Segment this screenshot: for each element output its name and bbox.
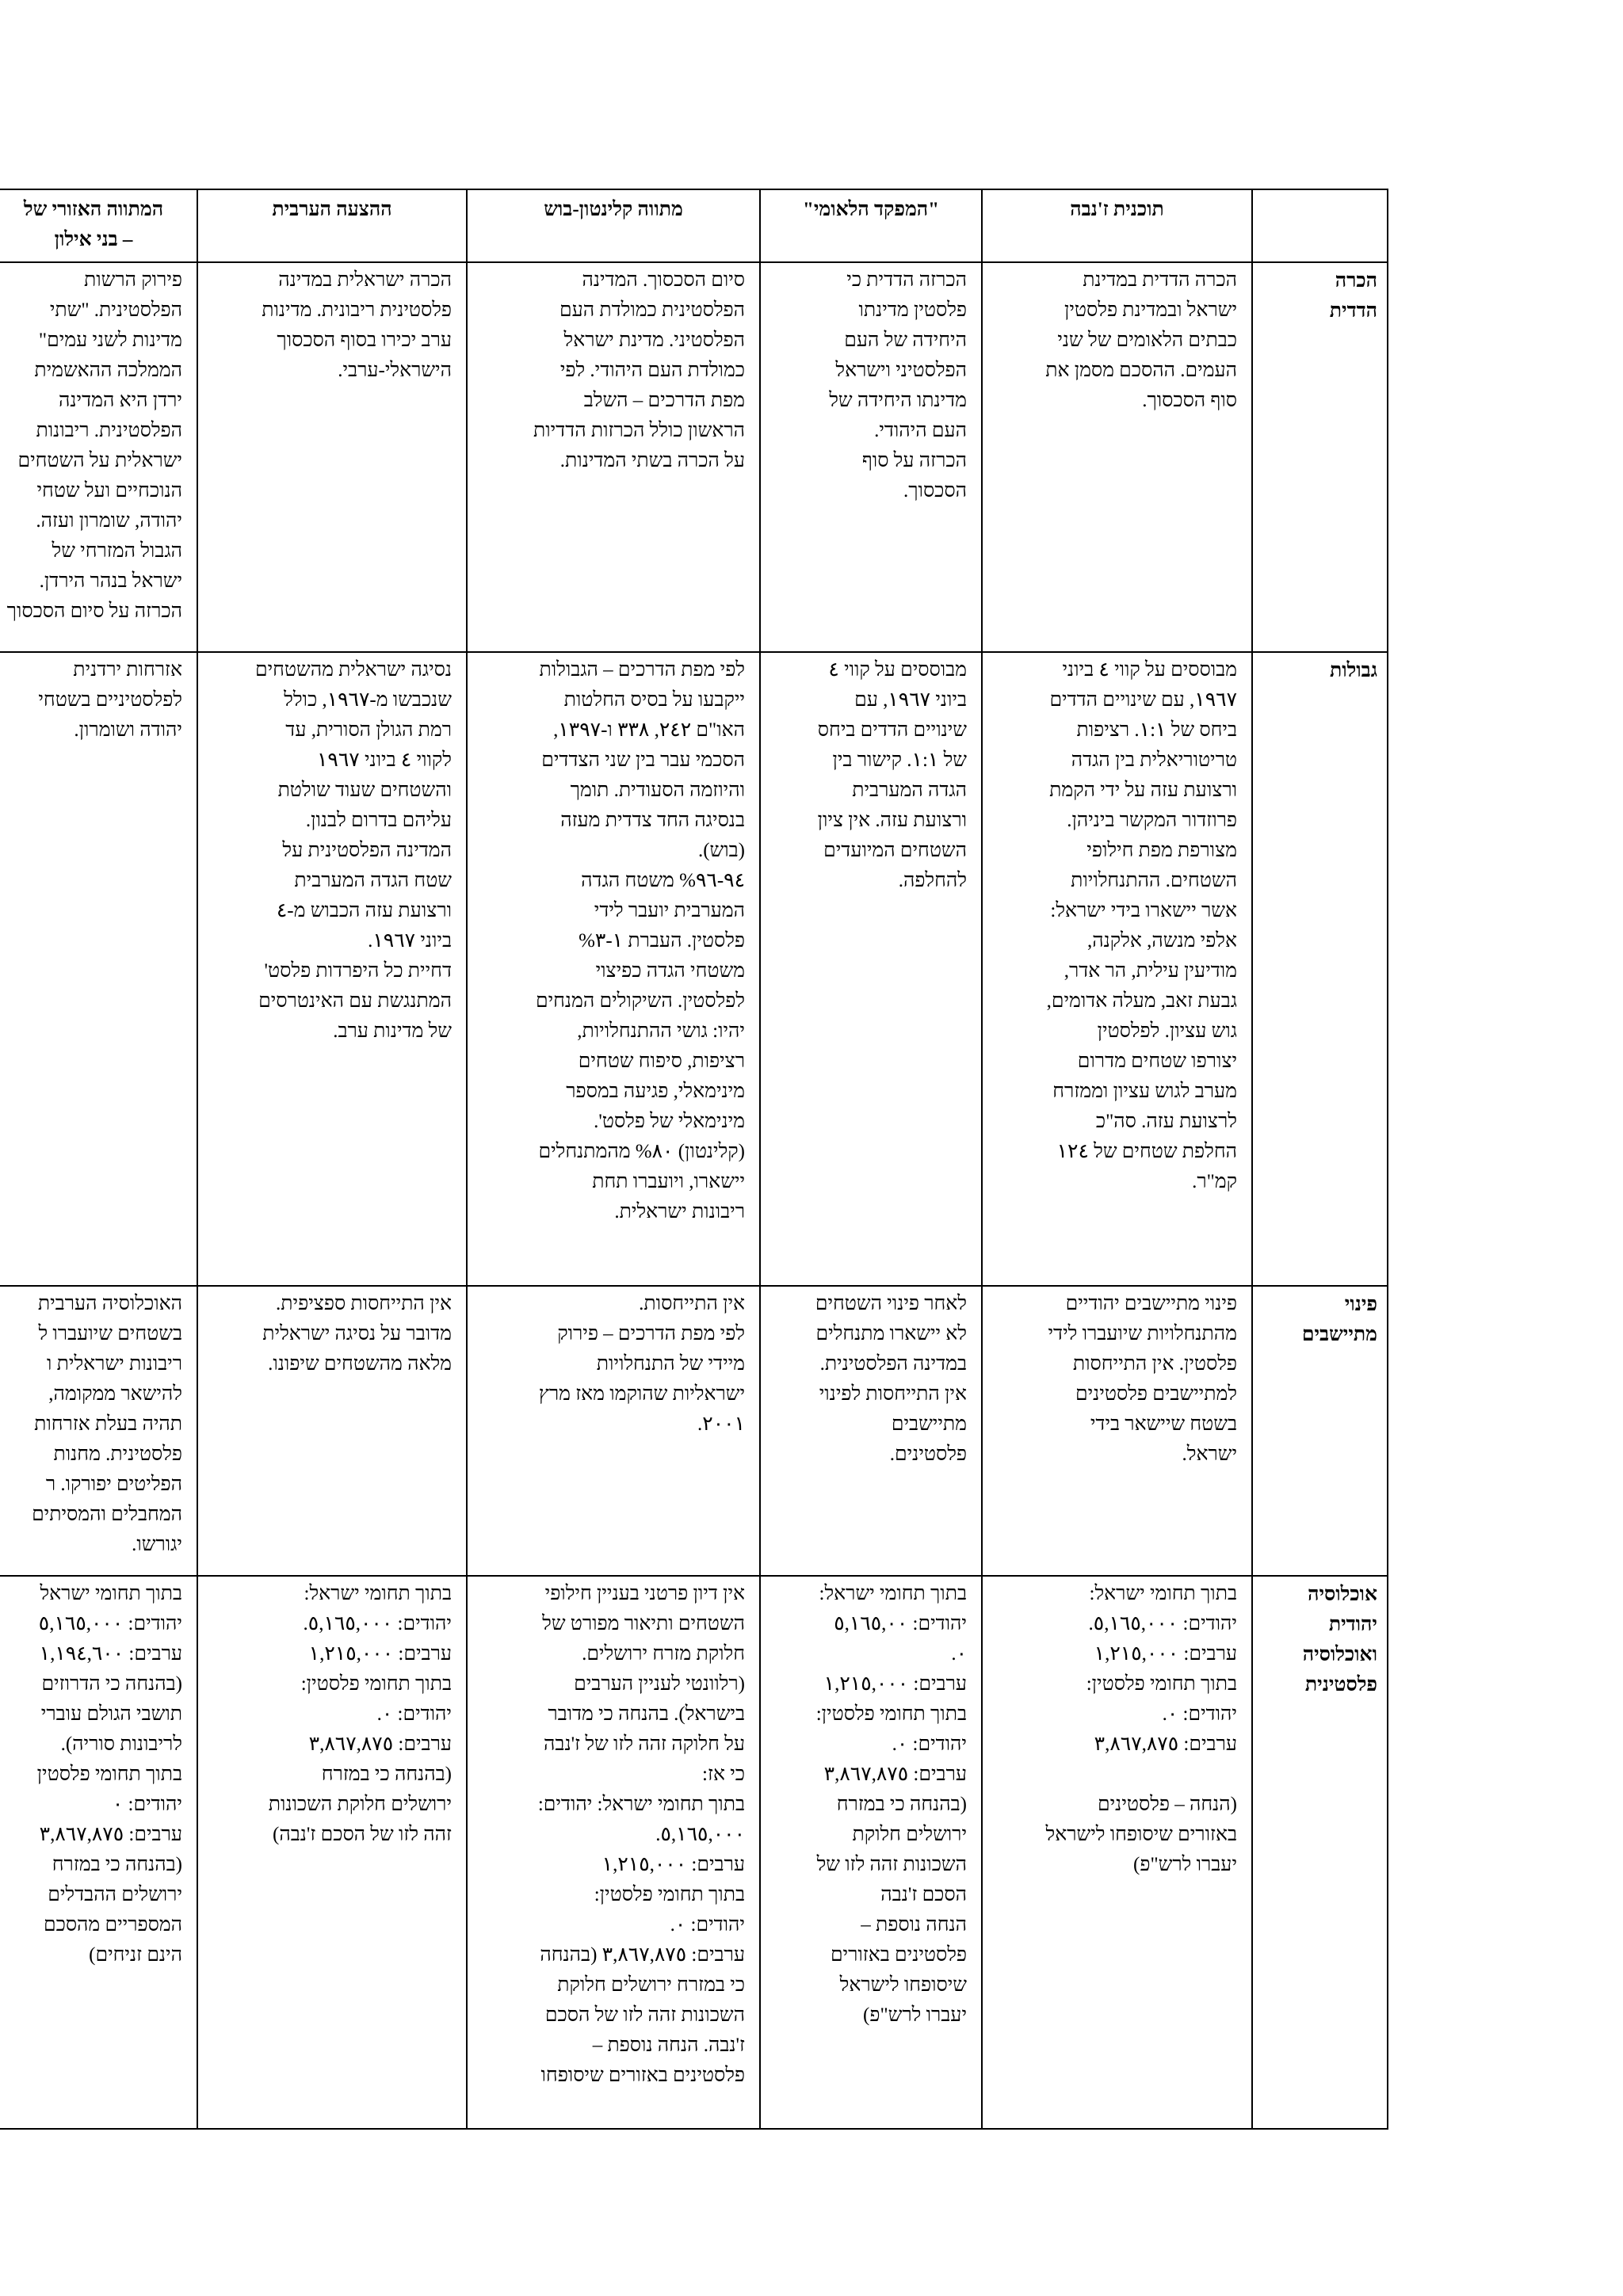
table-cell: מבוססים על קווי ٤ ביוני ١٩٦٧, עם שינויים הדדים ביחס של ١:١. רציפות טריטוריאלית בין הגדה ורצועת עזה על ידי הקמת פרוזדור המקשר ביניהן. מצורפת מפת חילופי השטחים. ההתנחלויות אשר יישארו בידי ישראל: אלפי מנשה, אלקנה, מודיעין עילית, הר אדר, גבעת זאב, מעלה אדומים, גוש עציון. לפלסטין יצורפו שטחים מדרום מערב לגוש עציון וממזרח לרצועת עזה. סה"כ החלפת שטחים של ١٢٤ קמ"ר. bbox=[982, 652, 1252, 1286]
table-cell: בתוך תחומי ישראל יהודים: ٥,١٦٥,٠٠٠ ערבים: ١,١٩٤,٦٠٠ (בהנחה כי הדרוזים תושבי הגולם עוברי לריבונות סוריה). בתוך תחומי פלסטין יהודים: ٠ ערבים: ٣,٨٦٧,٨٧٥ (בהנחה כי במזרח ירושלים ההבדלים המספריים מהסכם הינם זניחים) bbox=[0, 1576, 197, 2129]
table-cell: אין התייחסות ספציפית. מדובר על נסיגה ישראלית מלאה מהשטחים שיפונו. bbox=[197, 1286, 467, 1576]
header-national-census: "המפקד הלאומי" bbox=[760, 189, 982, 262]
table-cell: בתוך תחומי ישראל: יהודים: ٥,١٦٥,٠٠٠. ערבים: ١,٢١٥,٠٠٠ בתוך תחומי פלסטין: יהודים: ٠. ערבים: ٣,٨٦٧,٨٧٥ (הנחה – פלסטינים באזורים שיסופחו לישראל יעברו לרש"פ) bbox=[982, 1576, 1252, 2129]
header-arab-proposal: ההצעה הערבית bbox=[197, 189, 467, 262]
table-cell: סיום הסכסוך. המדינה הפלסטינית כמולדת העם הפלסטיני. מדינת ישראל כמולדת העם היהודי. לפי מפת הדרכים – השלב הראשון כולל הכרזות הדדיות על הכרה בשתי המדינות. bbox=[467, 262, 760, 652]
table-row bbox=[0, 1286, 1388, 1576]
table-cell: לפי מפת הדרכים – הגבולות ייקבעו על בסיס החלטות האו"ם ٢٤٢, ٣٣٨ ו-١٣٩٧, הסכמי עבר בין שני הצדדים והיוזמה הסעודית. תומך בנסיגה החד צדדית מעזה (בוש). ٩٤-٩٦% משטח הגדה המערבית יועבר לידי פלסטין. העברת ١-٣% משטחי הגדה כפיצוי לפלסטין. השיקולים המנחים יהיו: גושי ההתנחלויות, רציפות, סיפוח שטחים מינימאלי, פגיעה במספר מינימאלי של פלסט'. (קלינטון) ٨٠% מהמתנחלים יישארו, ויועברו תחת ריבונות ישראלית. bbox=[467, 652, 760, 1286]
table-cell: הכרזה הדדית כי פלסטין מדינתו היחידה של העם הפלסטיני וישראל מדינתו היחידה של העם היהודי. הכרזה על סוף הסכסוך. bbox=[760, 262, 982, 652]
table-cell: הכרה הדדית במדינת ישראל ובמדינת פלסטין כבתים הלאומים של שני העמים. ההסכם מסמן את סוף הסכסוך. bbox=[982, 262, 1252, 652]
table-cell: פירוק הרשות הפלסטינית. "שתי מדינות לשני עמים" הממלכה ההאשמית ירדן היא המדינה הפלסטינית. ריבונות ישראלית על השטחים הנוכחיים ועל שטחי יהודה, שומרון ועזה. הגבול המזרחי של ישראל בנהר הירדן. הכרזה על סיום הסכסוך bbox=[0, 262, 197, 652]
table-row bbox=[0, 652, 1388, 1286]
table-cell: האוכלוסיה הערבית בשטחים שיועברו ל ריבונות ישראלית ו להישאר ממקומה, תהיה בעלת אזרחות פלסטינית. מחנות הפליטים יפורקו. ר המחבלים והמסיתים יגורשו. bbox=[0, 1286, 197, 1576]
table-cell: נסיגה ישראלית מהשטחים שנכבשו מ-١٩٦٧, כולל רמת הגולן הסורית, עד לקווי ٤ ביוני ١٩٦٧ והשטחים שעוד שולטת עליהם בדרום לבנון. המדינה הפלסטינית על שטח הגדה המערבית ורצועת עזה הכבוש מ-٤ ביוני ١٩٦٧. דחיית כל היפרדות פלסט' המתנגשת עם האינטרסים של מדינות ערב. bbox=[197, 652, 467, 1286]
table-cell: אין דיון פרטני בעניין חילופי השטחים ותיאור מפורט של חלוקת מזרח ירושלים. (רלוונטי לעניין הערבים בישראל). בהנחה כי מדובר על חלוקה זהה לזו של ז'נבה כי אז: בתוך תחומי ישראל: יהודים: ٥,١٦٥,٠٠٠. ערבים: ١,٢١٥,٠٠٠ בתוך תחומי פלסטין: יהודים: ٠. ערבים: ٣,٨٦٧,٨٧٥ (בהנחה כי במזרח ירושלים חלוקת השכונות זהה לזו של הסכם ז'נבה. הנחה נוספת – פלסטינים באזורים שיסופחו bbox=[467, 1576, 760, 2129]
header-row bbox=[0, 189, 1388, 262]
table-row bbox=[0, 262, 1388, 652]
table-cell: לאחר פינוי השטחים לא יישארו מתנחלים במדינה הפלסטינית. אין התייחסות לפינוי מתיישבים פלסטינים. bbox=[760, 1286, 982, 1576]
table-cell: הכרה ישראלית במדינה פלסטינית ריבונית. מדינות ערב יכירו בסוף הסכסוך הישראלי-ערבי. bbox=[197, 262, 467, 652]
comparison-table bbox=[0, 189, 1388, 2130]
header-corner bbox=[1252, 189, 1388, 262]
table-cell: בתוך תחומי ישראל: יהודים: ٥,١٦٥,٠٠ ٠. ערבים: ١,٢١٥,٠٠٠ בתוך תחומי פלסטין: יהודים: ٠. ערבים: ٣,٨٦٧,٨٧٥ (בהנחה כי במזרח ירושלים חלוקת השכונות זהה לזו של הסכם ז'נבה הנחה נוספת – פלסטינים באזורים שיסופחו לישראל יעברו לרש"פ) bbox=[760, 1576, 982, 2129]
row-label-mutual-recognition: הכרה הדדית bbox=[1252, 262, 1388, 652]
header-clinton-bush-outline: מתווה קלינטון-בוש bbox=[467, 189, 760, 262]
header-geneva-plan: תוכנית ז'נבה bbox=[982, 189, 1252, 262]
header-regional-outline: המתווה האזורי של – בני אילון bbox=[0, 189, 197, 262]
row-label-population: אוכלוסיה יהודית ואוכלוסיה פלסטינית bbox=[1252, 1576, 1388, 2129]
table-cell: אזרחות ירדנית לפלסטיניים בשטחי יהודה ושומרון. bbox=[0, 652, 197, 1286]
table-cell: פינוי מתיישבים יהודיים מהתנחלויות שיועברו לידי פלסטין. אין התייחסות למתיישבים פלסטינים בשטח שיישאר בידי ישראל. bbox=[982, 1286, 1252, 1576]
table-cell: בתוך תחומי ישראל: יהודים: ٥,١٦٥,٠٠٠. ערבים: ١,٢١٥,٠٠٠ בתוך תחומי פלסטין: יהודים: ٠. ערבים: ٣,٨٦٧,٨٧٥ (בהנחה כי במזרח ירושלים חלוקת השכונות זהה לזו של הסכם ז'נבה) bbox=[197, 1576, 467, 2129]
row-label-settler-evacuation: פינוי מתיישבים bbox=[1252, 1286, 1388, 1576]
table-row bbox=[0, 1576, 1388, 2129]
row-label-borders: גבולות bbox=[1252, 652, 1388, 1286]
table-cell: אין התייחסות. לפי מפת הדרכים – פירוק מיידי של התנחלויות ישראליות שהוקמו מאז מרץ ٢٠٠١. bbox=[467, 1286, 760, 1576]
table-cell: מבוססים על קווי ٤ ביוני ١٩٦٧, עם שינויים הדדים ביחס של ١:١. קישור בין הגדה המערבית ורצועת עזה. אין ציון השטחים המיועדים להחלפה. bbox=[760, 652, 982, 1286]
